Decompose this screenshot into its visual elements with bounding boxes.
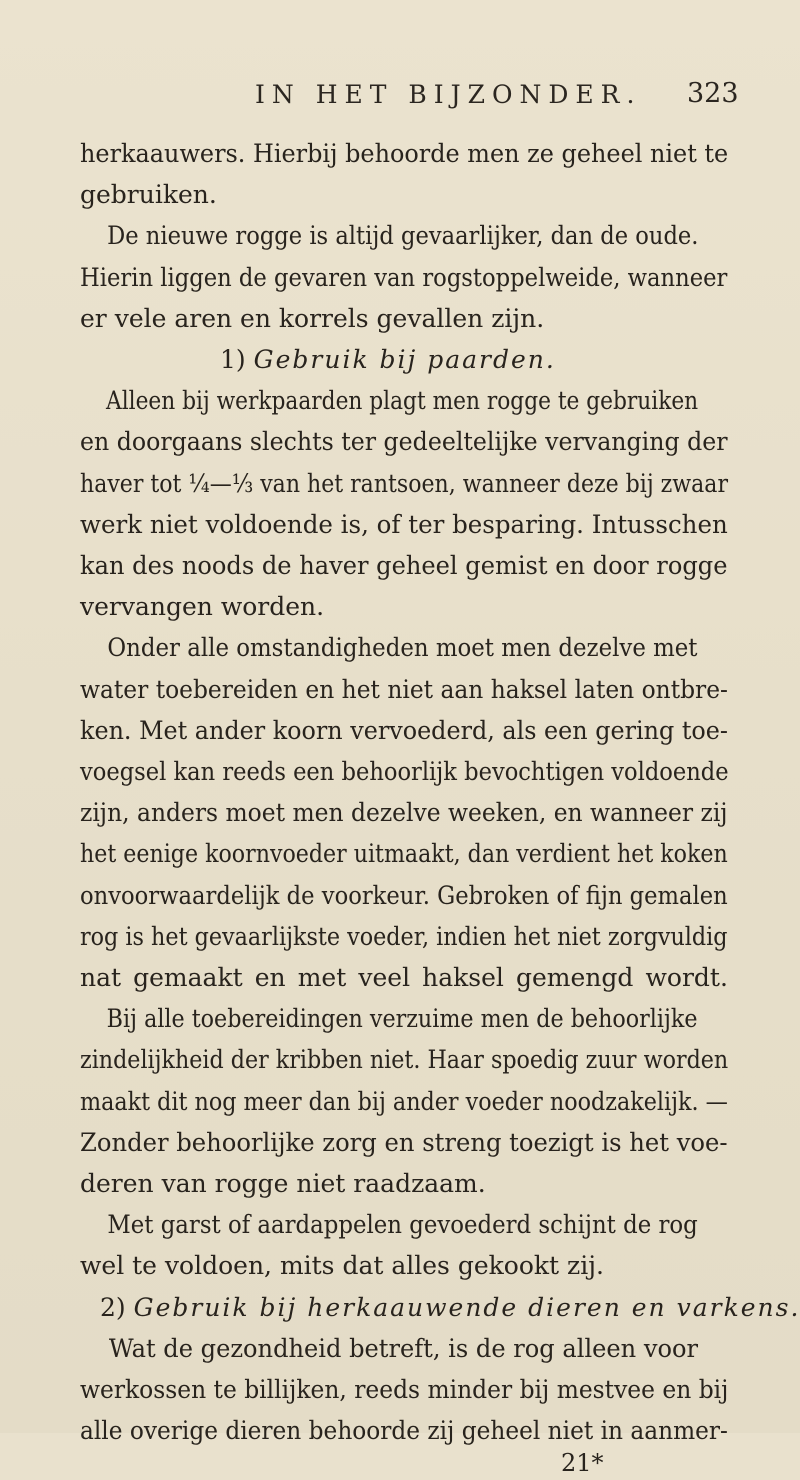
text-line: nat gemaakt en met veel haksel gemengd wordt. bbox=[80, 963, 728, 992]
text-line: werk niet voldoende is, of ter besparing. Intusschen bbox=[80, 510, 728, 539]
section-heading-title: Gebruik bij herkaauwende dieren en varkens. bbox=[133, 1293, 800, 1322]
text-line: kan des noods de haver geheel gemist en door rogge bbox=[80, 551, 728, 580]
text-line: Hierin liggen de gevaren van rogstoppelweide, wanneer bbox=[80, 263, 728, 292]
text-line: rog is het gevaarlijkste voeder, indien het niet zorgvuldig bbox=[80, 922, 728, 951]
text-line: het eenige koornvoeder uitmaakt, dan verdient het koken bbox=[80, 839, 728, 868]
text-line: Wat de gezondheid betreft, is de rog alleen voor bbox=[108, 1334, 699, 1363]
text-line: herkaauwers. Hierbij behoorde men ze geheel niet te bbox=[80, 139, 729, 168]
text-line: ken. Met ander koorn vervoederd, als een gering toe- bbox=[80, 716, 728, 745]
text-line: Met garst of aardappelen gevoederd schijnt de rog bbox=[107, 1210, 698, 1239]
section-heading-number: 2) bbox=[100, 1293, 134, 1322]
text-line: onvoorwaardelijk de voorkeur. Gebroken of fijn gemalen bbox=[80, 881, 728, 910]
section-heading-title: Gebruik bij paarden. bbox=[253, 345, 556, 374]
text-line: en doorgaans slechts ter gedeeltelijke vervanging der bbox=[80, 427, 728, 456]
page-number: 323 bbox=[687, 78, 739, 109]
section-heading-2 bbox=[100, 1288, 800, 1328]
running-head bbox=[0, 78, 800, 112]
section-heading-number: 1) bbox=[220, 345, 246, 374]
text-line: er vele aren en korrels gevallen zijn. bbox=[80, 304, 545, 333]
text-line: zijn, anders moet men dezelve weeken, en wanneer zij bbox=[80, 798, 728, 827]
text-line: voegsel kan reeds een behoorlijk bevochtigen voldoende bbox=[80, 757, 729, 786]
text-line: werkossen te billijken, reeds minder bij mestvee en bij bbox=[80, 1375, 729, 1404]
text-line: wel te voldoen, mits dat alles gekookt zij. bbox=[80, 1251, 604, 1280]
text-line: deren van rogge niet raadzaam. bbox=[80, 1169, 486, 1198]
text-line: water toebereiden en het niet aan haksel laten ontbre- bbox=[80, 675, 728, 704]
text-line: Onder alle omstandigheden moet men dezelve met bbox=[107, 633, 698, 662]
text-line: De nieuwe rogge is altijd gevaarlijker, dan de oude. bbox=[107, 221, 699, 250]
text-line: vervangen worden. bbox=[80, 592, 325, 621]
text-line: Bij alle toebereidingen verzuime men de behoorlijke bbox=[106, 1004, 698, 1033]
signature-mark: 21* bbox=[561, 1449, 604, 1477]
section-heading-1 bbox=[220, 340, 556, 380]
text-line: alle overige dieren behoorde zij geheel niet in aanmer- bbox=[80, 1416, 728, 1445]
text-line: maakt dit nog meer dan bij ander voeder noodzakelijk. — bbox=[80, 1087, 728, 1116]
text-line: haver tot ¼—⅓ van het rantsoen, wanneer deze bij zwaar bbox=[80, 469, 729, 498]
text-line: gebruiken. bbox=[80, 180, 217, 209]
text-line: zindelijkheid der kribben niet. Haar spoedig zuur worden bbox=[80, 1045, 729, 1074]
text-line: Zonder behoorlijke zorg en streng toezigt is het voe- bbox=[80, 1128, 728, 1157]
running-title: IN HET BIJZONDER. bbox=[255, 80, 642, 109]
text-line: Alleen bij werkpaarden plagt men rogge te gebruiken bbox=[106, 386, 699, 415]
